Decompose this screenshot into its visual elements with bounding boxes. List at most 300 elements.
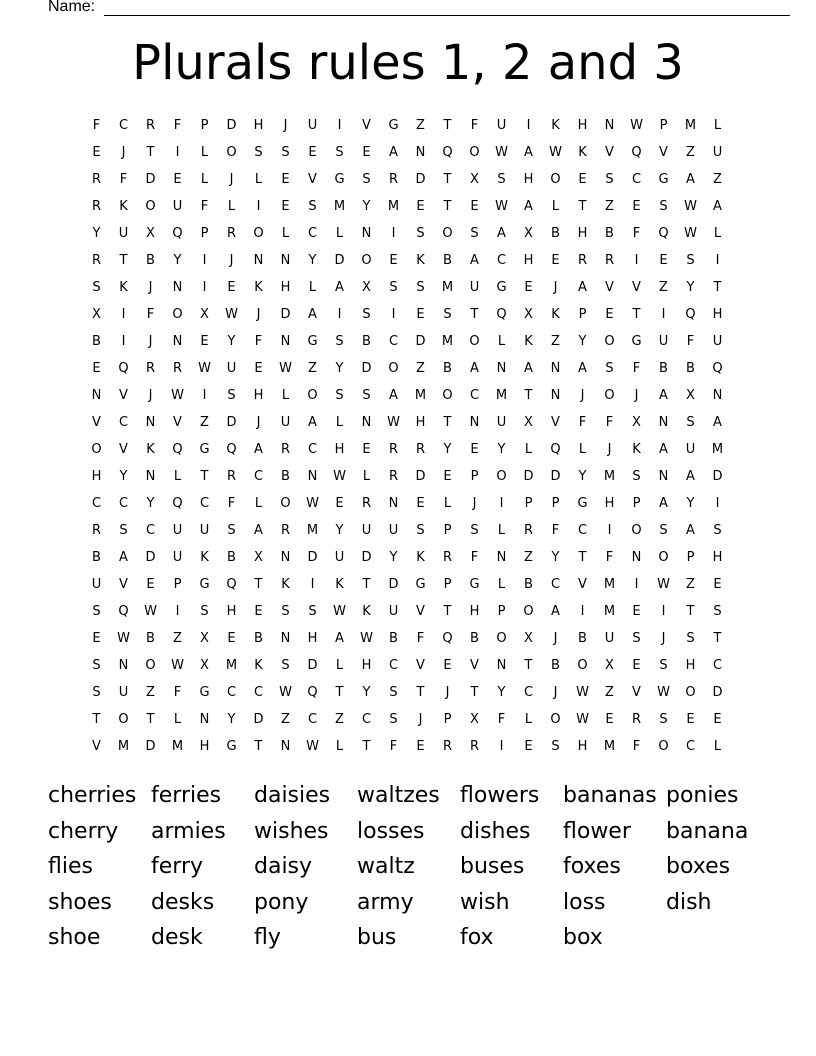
grid-cell[interactable]: P [632, 496, 641, 511]
grid-cell[interactable]: W [495, 199, 508, 214]
grid-cell[interactable]: S [119, 523, 128, 538]
grid-cell[interactable]: E [659, 253, 668, 268]
grid-cell[interactable]: Q [631, 145, 642, 160]
grid-cell[interactable]: F [146, 307, 155, 322]
grid-cell[interactable]: F [605, 550, 614, 565]
grid-cell[interactable]: S [227, 523, 236, 538]
grid-cell[interactable]: L [713, 226, 722, 241]
grid-cell[interactable]: C [388, 658, 399, 673]
grid-cell[interactable]: I [607, 523, 612, 538]
grid-cell[interactable]: H [577, 226, 588, 241]
grid-cell[interactable]: J [256, 307, 261, 322]
grid-cell[interactable]: N [280, 739, 291, 754]
grid-cell[interactable]: B [605, 226, 614, 241]
grid-cell[interactable]: S [713, 523, 722, 538]
grid-cell[interactable]: Z [200, 415, 209, 430]
grid-cell[interactable]: A [524, 361, 533, 376]
grid-cell[interactable]: E [713, 712, 722, 727]
grid-cell[interactable]: C [91, 496, 102, 511]
grid-cell[interactable]: O [496, 469, 507, 484]
grid-cell[interactable]: T [713, 280, 722, 295]
grid-cell[interactable]: V [659, 145, 668, 160]
grid-cell[interactable]: E [443, 658, 452, 673]
grid-cell[interactable]: Q [226, 577, 237, 592]
grid-cell[interactable]: X [146, 226, 155, 241]
grid-cell[interactable]: N [253, 253, 264, 268]
grid-cell[interactable]: E [551, 253, 560, 268]
grid-cell[interactable]: R [145, 118, 156, 133]
grid-cell[interactable]: S [281, 145, 290, 160]
grid-cell[interactable]: I [202, 388, 207, 403]
grid-cell[interactable]: I [175, 145, 180, 160]
grid-cell[interactable]: Z [281, 712, 290, 727]
grid-cell[interactable]: V [92, 739, 101, 754]
grid-cell[interactable]: F [119, 172, 128, 187]
grid-cell[interactable]: Y [686, 280, 695, 295]
grid-cell[interactable]: Q [442, 631, 453, 646]
grid-cell[interactable]: B [443, 361, 452, 376]
grid-cell[interactable]: K [551, 118, 560, 133]
grid-cell[interactable]: G [577, 496, 588, 511]
grid-cell[interactable]: V [470, 658, 479, 673]
grid-cell[interactable]: K [281, 577, 290, 592]
grid-cell[interactable]: T [632, 307, 641, 322]
grid-cell[interactable]: I [499, 496, 504, 511]
grid-cell[interactable]: G [199, 442, 210, 457]
grid-cell[interactable]: Y [335, 523, 344, 538]
grid-cell[interactable]: H [469, 604, 480, 619]
grid-cell[interactable]: O [577, 658, 588, 673]
grid-cell[interactable]: S [92, 280, 101, 295]
grid-cell[interactable]: O [307, 388, 318, 403]
grid-cell[interactable]: S [335, 388, 344, 403]
grid-cell[interactable]: I [634, 577, 639, 592]
grid-cell[interactable]: A [119, 550, 128, 565]
grid-cell[interactable]: Q [496, 307, 507, 322]
grid-cell[interactable]: N [280, 631, 291, 646]
grid-cell[interactable]: F [686, 334, 695, 349]
grid-cell[interactable]: S [686, 631, 695, 646]
grid-cell[interactable]: N [307, 469, 318, 484]
grid-cell[interactable]: Q [226, 442, 237, 457]
grid-cell[interactable]: J [229, 172, 234, 187]
grid-cell[interactable]: N [388, 496, 399, 511]
grid-cell[interactable]: B [659, 361, 668, 376]
grid-cell[interactable]: J [256, 415, 261, 430]
grid-cell[interactable]: K [362, 604, 371, 619]
grid-cell[interactable]: F [470, 550, 479, 565]
grid-cell[interactable]: W [657, 577, 670, 592]
grid-cell[interactable]: N [496, 658, 507, 673]
grid-cell[interactable]: Z [524, 550, 533, 565]
grid-cell[interactable]: D [145, 550, 156, 565]
grid-cell[interactable]: I [634, 253, 639, 268]
grid-cell[interactable]: N [199, 712, 210, 727]
grid-cell[interactable]: R [631, 712, 642, 727]
grid-cell[interactable]: U [280, 415, 291, 430]
grid-cell[interactable]: G [199, 577, 210, 592]
grid-cell[interactable]: U [334, 550, 345, 565]
grid-cell[interactable]: C [307, 442, 318, 457]
grid-cell[interactable]: L [524, 712, 533, 727]
grid-cell[interactable]: K [335, 577, 344, 592]
grid-cell[interactable]: H [577, 118, 588, 133]
grid-cell[interactable]: S [659, 658, 668, 673]
grid-cell[interactable]: B [362, 334, 371, 349]
grid-cell[interactable]: G [199, 685, 210, 700]
grid-cell[interactable]: R [442, 739, 453, 754]
grid-cell[interactable]: E [713, 577, 722, 592]
grid-cell[interactable]: W [360, 631, 373, 646]
grid-cell[interactable]: F [605, 415, 614, 430]
grid-cell[interactable]: D [523, 469, 534, 484]
grid-cell[interactable]: U [307, 118, 318, 133]
grid-cell[interactable]: C [118, 496, 129, 511]
grid-cell[interactable]: T [443, 604, 452, 619]
grid-cell[interactable]: B [281, 469, 290, 484]
grid-cell[interactable]: Q [118, 604, 129, 619]
grid-cell[interactable]: E [281, 172, 290, 187]
grid-cell[interactable]: E [200, 334, 209, 349]
grid-cell[interactable]: Y [227, 712, 236, 727]
grid-cell[interactable]: W [495, 145, 508, 160]
grid-cell[interactable]: S [281, 604, 290, 619]
grid-cell[interactable]: Y [227, 334, 236, 349]
grid-cell[interactable]: L [335, 658, 344, 673]
grid-cell[interactable]: C [361, 712, 372, 727]
grid-cell[interactable]: O [361, 253, 372, 268]
grid-cell[interactable]: D [361, 361, 372, 376]
grid-cell[interactable]: B [146, 253, 155, 268]
grid-cell[interactable]: V [308, 172, 317, 187]
grid-cell[interactable]: Y [389, 550, 398, 565]
grid-cell[interactable]: P [659, 118, 668, 133]
grid-cell[interactable]: M [711, 442, 724, 457]
grid-cell[interactable]: T [362, 577, 371, 592]
grid-cell[interactable]: A [659, 496, 668, 511]
grid-cell[interactable]: H [685, 658, 696, 673]
grid-cell[interactable]: B [578, 631, 587, 646]
grid-cell[interactable]: L [254, 172, 263, 187]
grid-cell[interactable]: V [362, 118, 371, 133]
grid-cell[interactable]: D [712, 469, 723, 484]
grid-cell[interactable]: W [630, 118, 643, 133]
grid-cell[interactable]: O [172, 307, 183, 322]
grid-cell[interactable]: H [361, 658, 372, 673]
grid-cell[interactable]: V [92, 415, 101, 430]
grid-cell[interactable]: R [577, 253, 588, 268]
grid-cell[interactable]: Y [92, 226, 101, 241]
grid-cell[interactable]: M [387, 199, 400, 214]
grid-cell[interactable]: M [333, 199, 346, 214]
grid-cell[interactable]: R [388, 469, 399, 484]
grid-cell[interactable]: U [658, 334, 669, 349]
grid-cell[interactable]: S [659, 523, 668, 538]
grid-cell[interactable]: N [361, 226, 372, 241]
grid-cell[interactable]: E [416, 199, 425, 214]
grid-cell[interactable]: H [415, 415, 426, 430]
grid-cell[interactable]: A [713, 199, 722, 214]
grid-cell[interactable]: T [578, 199, 587, 214]
grid-cell[interactable]: R [415, 442, 426, 457]
grid-cell[interactable]: H [712, 550, 723, 565]
grid-cell[interactable]: L [713, 118, 722, 133]
grid-cell[interactable]: S [200, 604, 209, 619]
grid-cell[interactable]: A [659, 388, 668, 403]
grid-cell[interactable]: X [92, 307, 101, 322]
grid-cell[interactable]: S [362, 172, 371, 187]
grid-cell[interactable]: N [280, 334, 291, 349]
grid-cell[interactable]: A [578, 361, 587, 376]
grid-cell[interactable]: S [389, 685, 398, 700]
grid-cell[interactable]: B [443, 253, 452, 268]
grid-cell[interactable]: S [254, 145, 263, 160]
grid-cell[interactable]: I [337, 307, 342, 322]
grid-cell[interactable]: E [470, 442, 479, 457]
grid-cell[interactable]: S [551, 739, 560, 754]
grid-cell[interactable]: Y [335, 361, 344, 376]
grid-cell[interactable]: T [335, 685, 344, 700]
grid-cell[interactable]: K [578, 145, 587, 160]
grid-cell[interactable]: L [443, 496, 452, 511]
grid-cell[interactable]: N [469, 415, 480, 430]
grid-cell[interactable]: W [279, 361, 292, 376]
grid-cell[interactable]: B [686, 361, 695, 376]
grid-cell[interactable]: Z [551, 334, 560, 349]
grid-cell[interactable]: U [496, 118, 507, 133]
grid-cell[interactable]: O [523, 604, 534, 619]
grid-cell[interactable]: C [685, 739, 696, 754]
grid-cell[interactable]: O [145, 658, 156, 673]
grid-cell[interactable]: O [91, 442, 102, 457]
grid-cell[interactable]: Q [172, 496, 183, 511]
grid-cell[interactable]: K [254, 658, 263, 673]
grid-cell[interactable]: N [658, 415, 669, 430]
grid-cell[interactable]: J [148, 280, 153, 295]
grid-cell[interactable]: O [658, 739, 669, 754]
grid-cell[interactable]: E [389, 253, 398, 268]
grid-cell[interactable]: L [227, 199, 236, 214]
grid-cell[interactable]: M [603, 577, 616, 592]
grid-cell[interactable]: U [118, 685, 129, 700]
grid-cell[interactable]: L [200, 172, 209, 187]
grid-cell[interactable]: W [306, 739, 319, 754]
grid-cell[interactable]: D [280, 307, 291, 322]
grid-cell[interactable]: O [604, 388, 615, 403]
grid-cell[interactable]: G [307, 334, 318, 349]
grid-cell[interactable]: E [92, 631, 101, 646]
grid-cell[interactable]: I [310, 577, 315, 592]
grid-cell[interactable]: N [604, 118, 615, 133]
grid-cell[interactable]: Y [497, 442, 506, 457]
grid-cell[interactable]: H [577, 739, 588, 754]
grid-cell[interactable]: X [605, 658, 614, 673]
grid-cell[interactable]: L [497, 334, 506, 349]
grid-cell[interactable]: P [200, 226, 209, 241]
grid-cell[interactable]: N [658, 469, 669, 484]
grid-cell[interactable]: S [389, 280, 398, 295]
grid-cell[interactable]: P [686, 550, 695, 565]
grid-cell[interactable]: A [686, 469, 695, 484]
grid-cell[interactable]: J [661, 631, 666, 646]
grid-cell[interactable]: I [121, 334, 126, 349]
grid-cell[interactable]: F [632, 226, 641, 241]
grid-cell[interactable]: A [470, 361, 479, 376]
grid-cell[interactable]: T [92, 712, 101, 727]
grid-cell[interactable]: J [445, 685, 450, 700]
grid-cell[interactable]: G [226, 739, 237, 754]
grid-cell[interactable]: C [577, 523, 588, 538]
grid-cell[interactable]: V [551, 415, 560, 430]
grid-cell[interactable]: C [253, 685, 264, 700]
grid-cell[interactable]: S [281, 658, 290, 673]
grid-cell[interactable]: S [443, 307, 452, 322]
grid-cell[interactable]: T [524, 388, 533, 403]
grid-cell[interactable]: U [226, 361, 237, 376]
grid-cell[interactable]: V [416, 604, 425, 619]
grid-cell[interactable]: N [172, 334, 183, 349]
grid-cell[interactable]: F [416, 631, 425, 646]
grid-cell[interactable]: S [659, 712, 668, 727]
grid-cell[interactable]: X [524, 631, 533, 646]
grid-cell[interactable]: O [388, 361, 399, 376]
grid-cell[interactable]: N [712, 388, 723, 403]
grid-cell[interactable]: W [576, 712, 589, 727]
grid-cell[interactable]: Z [173, 631, 182, 646]
grid-cell[interactable]: Y [119, 469, 128, 484]
grid-cell[interactable]: I [580, 604, 585, 619]
grid-cell[interactable]: E [335, 496, 344, 511]
grid-cell[interactable]: J [553, 280, 558, 295]
grid-cell[interactable]: D [145, 172, 156, 187]
grid-cell[interactable]: E [416, 307, 425, 322]
grid-cell[interactable]: T [470, 307, 479, 322]
grid-cell[interactable]: A [497, 226, 506, 241]
grid-cell[interactable]: C [631, 172, 642, 187]
grid-cell[interactable]: Y [443, 442, 452, 457]
grid-cell[interactable]: E [578, 172, 587, 187]
grid-cell[interactable]: A [578, 280, 587, 295]
grid-cell[interactable]: D [307, 658, 318, 673]
grid-cell[interactable]: U [712, 145, 723, 160]
grid-cell[interactable]: M [603, 469, 616, 484]
grid-cell[interactable]: J [553, 631, 558, 646]
grid-cell[interactable]: P [443, 712, 452, 727]
grid-cell[interactable]: Q [442, 145, 453, 160]
grid-cell[interactable]: P [497, 604, 506, 619]
grid-cell[interactable]: H [253, 118, 264, 133]
grid-cell[interactable]: V [605, 280, 614, 295]
grid-cell[interactable]: C [307, 712, 318, 727]
grid-cell[interactable]: E [605, 307, 614, 322]
grid-cell[interactable]: R [226, 226, 237, 241]
grid-cell[interactable]: X [632, 415, 641, 430]
grid-cell[interactable]: H [334, 442, 345, 457]
grid-cell[interactable]: O [145, 199, 156, 214]
grid-cell[interactable]: B [92, 334, 101, 349]
grid-cell[interactable]: V [416, 658, 425, 673]
grid-cell[interactable]: F [227, 496, 236, 511]
grid-cell[interactable]: U [469, 280, 480, 295]
grid-cell[interactable]: A [713, 415, 722, 430]
grid-cell[interactable]: K [524, 334, 533, 349]
grid-cell[interactable]: C [145, 523, 156, 538]
grid-cell[interactable]: C [550, 577, 561, 592]
grid-cell[interactable]: I [202, 280, 207, 295]
grid-cell[interactable]: O [253, 226, 264, 241]
grid-cell[interactable]: R [145, 361, 156, 376]
grid-cell[interactable]: F [632, 361, 641, 376]
grid-cell[interactable]: Z [146, 685, 155, 700]
grid-cell[interactable]: T [578, 550, 587, 565]
grid-cell[interactable]: B [551, 658, 560, 673]
grid-cell[interactable]: Y [686, 496, 695, 511]
grid-cell[interactable]: Z [416, 118, 425, 133]
grid-cell[interactable]: E [632, 658, 641, 673]
grid-cell[interactable]: W [333, 604, 346, 619]
grid-cell[interactable]: R [91, 253, 102, 268]
grid-cell[interactable]: Z [686, 145, 695, 160]
grid-cell[interactable]: O [442, 226, 453, 241]
grid-cell[interactable]: U [172, 199, 183, 214]
grid-cell[interactable]: T [146, 712, 155, 727]
grid-cell[interactable]: C [118, 415, 129, 430]
grid-cell[interactable]: P [524, 496, 533, 511]
grid-cell[interactable]: T [200, 469, 209, 484]
name-blank-line[interactable] [104, 15, 790, 16]
grid-cell[interactable]: T [443, 415, 452, 430]
grid-cell[interactable]: E [173, 172, 182, 187]
grid-cell[interactable]: G [334, 172, 345, 187]
grid-cell[interactable]: R [388, 442, 399, 457]
grid-cell[interactable]: J [229, 253, 234, 268]
grid-cell[interactable]: E [92, 361, 101, 376]
grid-cell[interactable]: L [308, 280, 317, 295]
grid-cell[interactable]: N [280, 253, 291, 268]
grid-cell[interactable]: W [171, 388, 184, 403]
grid-cell[interactable]: S [713, 604, 722, 619]
grid-cell[interactable]: R [226, 469, 237, 484]
grid-cell[interactable]: S [92, 604, 101, 619]
grid-cell[interactable]: D [145, 739, 156, 754]
grid-cell[interactable]: D [334, 253, 345, 268]
grid-cell[interactable]: T [254, 577, 263, 592]
grid-cell[interactable]: N [172, 280, 183, 295]
grid-cell[interactable]: E [470, 199, 479, 214]
grid-cell[interactable]: H [523, 172, 534, 187]
grid-cell[interactable]: U [118, 226, 129, 241]
grid-cell[interactable]: Z [605, 199, 614, 214]
grid-cell[interactable]: O [631, 523, 642, 538]
grid-cell[interactable]: I [391, 307, 396, 322]
grid-cell[interactable]: O [685, 685, 696, 700]
grid-cell[interactable]: S [605, 361, 614, 376]
grid-cell[interactable]: F [254, 334, 263, 349]
grid-cell[interactable]: X [470, 172, 479, 187]
grid-cell[interactable]: B [92, 550, 101, 565]
grid-cell[interactable]: K [119, 280, 128, 295]
grid-cell[interactable]: O [442, 388, 453, 403]
grid-cell[interactable]: T [146, 145, 155, 160]
grid-cell[interactable]: L [497, 577, 506, 592]
grid-cell[interactable]: N [280, 550, 291, 565]
grid-cell[interactable]: R [172, 361, 183, 376]
grid-cell[interactable]: S [470, 226, 479, 241]
grid-cell[interactable]: S [416, 280, 425, 295]
grid-cell[interactable]: D [415, 334, 426, 349]
grid-cell[interactable]: R [91, 172, 102, 187]
grid-cell[interactable]: A [551, 604, 560, 619]
